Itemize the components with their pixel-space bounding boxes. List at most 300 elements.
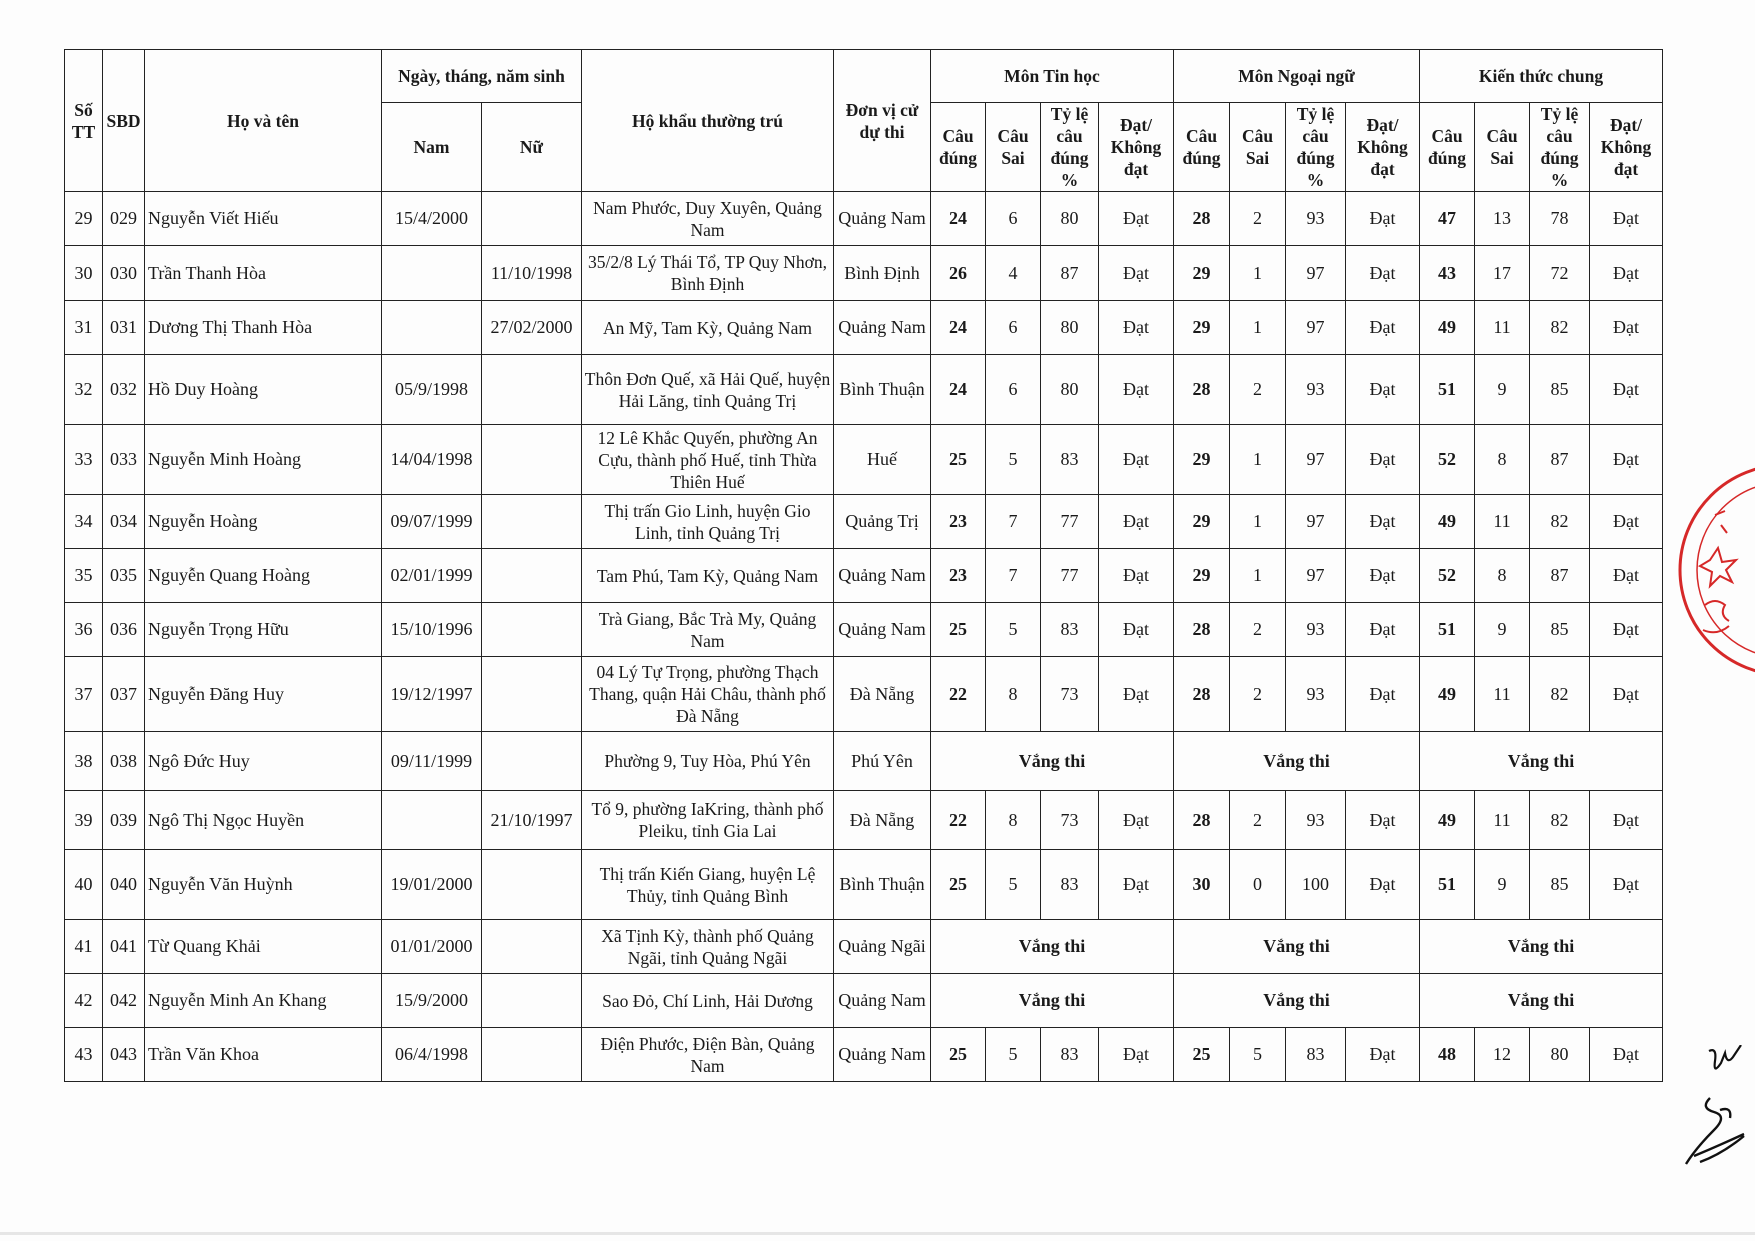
row-unit: Quảng Trị xyxy=(834,495,931,549)
row-lang-pass: Đạt xyxy=(1346,791,1420,850)
row-gen-ratio: 87 xyxy=(1530,425,1590,495)
row-dob-female xyxy=(482,920,582,974)
row-it-correct: 22 xyxy=(931,657,986,732)
header-lang-correct: Câu đúng xyxy=(1174,103,1230,192)
row-gen-correct: 49 xyxy=(1420,791,1475,850)
row-gen-absent: Vắng thi xyxy=(1420,920,1663,974)
row-stt: 35 xyxy=(65,549,103,603)
row-gen-pass: Đạt xyxy=(1590,301,1663,355)
row-dob-female: 21/10/1997 xyxy=(482,791,582,850)
row-lang-absent: Vắng thi xyxy=(1174,974,1420,1028)
table-row xyxy=(65,603,1663,657)
row-it-wrong: 5 xyxy=(986,1028,1041,1082)
row-sbd: 042 xyxy=(103,974,145,1028)
row-it-pass: Đạt xyxy=(1099,791,1174,850)
header-it-ratio: Tỷ lệ câu đúng % xyxy=(1041,103,1099,192)
table-row xyxy=(65,657,1663,732)
row-gen-wrong: 11 xyxy=(1475,791,1530,850)
row-address: Sao Đỏ, Chí Linh, Hải Dương xyxy=(582,974,834,1028)
row-gen-correct: 52 xyxy=(1420,549,1475,603)
row-it-wrong: 7 xyxy=(986,495,1041,549)
row-name: Dương Thị Thanh Hòa xyxy=(145,301,382,355)
row-lang-correct: 28 xyxy=(1174,603,1230,657)
row-it-ratio: 87 xyxy=(1041,246,1099,301)
row-it-pass: Đạt xyxy=(1099,495,1174,549)
row-gen-wrong: 8 xyxy=(1475,549,1530,603)
row-gen-ratio: 82 xyxy=(1530,301,1590,355)
row-name: Nguyễn Viết Hiếu xyxy=(145,192,382,246)
row-lang-wrong: 2 xyxy=(1230,603,1286,657)
row-gen-ratio: 78 xyxy=(1530,192,1590,246)
row-dob-female xyxy=(482,549,582,603)
row-gen-wrong: 11 xyxy=(1475,495,1530,549)
row-unit: Quảng Nam xyxy=(834,301,931,355)
row-it-ratio: 73 xyxy=(1041,657,1099,732)
row-sbd: 029 xyxy=(103,192,145,246)
row-it-pass: Đạt xyxy=(1099,1028,1174,1082)
row-gen-pass: Đạt xyxy=(1590,1028,1663,1082)
row-gen-pass: Đạt xyxy=(1590,603,1663,657)
row-it-correct: 23 xyxy=(931,495,986,549)
header-stt: Số TT xyxy=(65,50,103,192)
row-dob-male xyxy=(382,246,482,301)
row-lang-ratio: 97 xyxy=(1286,425,1346,495)
row-gen-ratio: 82 xyxy=(1530,657,1590,732)
row-gen-pass: Đạt xyxy=(1590,549,1663,603)
row-sbd: 035 xyxy=(103,549,145,603)
row-gen-pass: Đạt xyxy=(1590,355,1663,425)
row-gen-correct: 51 xyxy=(1420,603,1475,657)
row-address: 12 Lê Khắc Quyến, phường An Cựu, thành phố Huế, tỉnh Thừa Thiên Huế xyxy=(582,425,834,495)
row-stt: 43 xyxy=(65,1028,103,1082)
row-name: Trần Thanh Hòa xyxy=(145,246,382,301)
row-name: Nguyễn Đăng Huy xyxy=(145,657,382,732)
row-lang-pass: Đạt xyxy=(1346,246,1420,301)
row-it-wrong: 8 xyxy=(986,791,1041,850)
row-lang-correct: 29 xyxy=(1174,495,1230,549)
row-sbd: 041 xyxy=(103,920,145,974)
row-lang-correct: 28 xyxy=(1174,657,1230,732)
row-lang-ratio: 83 xyxy=(1286,1028,1346,1082)
row-dob-female xyxy=(482,657,582,732)
row-lang-wrong: 1 xyxy=(1230,246,1286,301)
row-gen-wrong: 11 xyxy=(1475,301,1530,355)
row-stt: 39 xyxy=(65,791,103,850)
row-it-ratio: 83 xyxy=(1041,603,1099,657)
row-it-ratio: 73 xyxy=(1041,791,1099,850)
row-name: Nguyễn Văn Huỳnh xyxy=(145,850,382,920)
row-lang-ratio: 93 xyxy=(1286,791,1346,850)
row-stt: 37 xyxy=(65,657,103,732)
row-address: Tam Phú, Tam Kỳ, Quảng Nam xyxy=(582,549,834,603)
header-lang-ratio: Tỷ lệ câu đúng % xyxy=(1286,103,1346,192)
row-it-correct: 25 xyxy=(931,603,986,657)
row-stt: 36 xyxy=(65,603,103,657)
row-gen-ratio: 85 xyxy=(1530,850,1590,920)
table-row xyxy=(65,549,1663,603)
row-gen-ratio: 82 xyxy=(1530,791,1590,850)
row-dob-male: 15/10/1996 xyxy=(382,603,482,657)
row-it-ratio: 80 xyxy=(1041,355,1099,425)
row-name: Hồ Duy Hoàng xyxy=(145,355,382,425)
row-sbd: 043 xyxy=(103,1028,145,1082)
row-it-correct: 25 xyxy=(931,1028,986,1082)
row-it-pass: Đạt xyxy=(1099,657,1174,732)
scan-edge xyxy=(0,1232,1755,1235)
row-it-wrong: 7 xyxy=(986,549,1041,603)
row-it-wrong: 5 xyxy=(986,603,1041,657)
row-lang-wrong: 1 xyxy=(1230,425,1286,495)
row-lang-absent: Vắng thi xyxy=(1174,732,1420,791)
row-dob-female: 11/10/1998 xyxy=(482,246,582,301)
row-gen-correct: 51 xyxy=(1420,355,1475,425)
row-unit: Huế xyxy=(834,425,931,495)
row-lang-absent: Vắng thi xyxy=(1174,920,1420,974)
header-gen-correct: Câu đúng xyxy=(1420,103,1475,192)
row-name: Trần Văn Khoa xyxy=(145,1028,382,1082)
row-sbd: 033 xyxy=(103,425,145,495)
row-lang-ratio: 97 xyxy=(1286,301,1346,355)
row-lang-correct: 25 xyxy=(1174,1028,1230,1082)
header-it-correct: Câu đúng xyxy=(931,103,986,192)
row-stt: 30 xyxy=(65,246,103,301)
row-lang-correct: 28 xyxy=(1174,791,1230,850)
row-name: Nguyễn Minh Hoàng xyxy=(145,425,382,495)
header-dob: Ngày, tháng, năm sinh xyxy=(382,50,582,103)
row-gen-correct: 52 xyxy=(1420,425,1475,495)
row-lang-correct: 29 xyxy=(1174,549,1230,603)
header-male: Nam xyxy=(382,103,482,192)
header-it-wrong: Câu Sai xyxy=(986,103,1041,192)
header-it-pass: Đạt/ Không đạt xyxy=(1099,103,1174,192)
row-lang-ratio: 93 xyxy=(1286,355,1346,425)
header-gen-ratio: Tỷ lệ câu đúng % xyxy=(1530,103,1590,192)
row-gen-correct: 49 xyxy=(1420,657,1475,732)
row-dob-female xyxy=(482,495,582,549)
row-sbd: 038 xyxy=(103,732,145,791)
header-address: Hộ khẩu thường trú xyxy=(582,50,834,192)
row-it-pass: Đạt xyxy=(1099,246,1174,301)
row-it-wrong: 6 xyxy=(986,355,1041,425)
row-name: Ngô Thị Ngọc Huyền xyxy=(145,791,382,850)
row-dob-male: 01/01/2000 xyxy=(382,920,482,974)
row-it-ratio: 80 xyxy=(1041,301,1099,355)
row-gen-wrong: 17 xyxy=(1475,246,1530,301)
table-row xyxy=(65,246,1663,301)
row-address: Điện Phước, Điện Bàn, Quảng Nam xyxy=(582,1028,834,1082)
row-it-pass: Đạt xyxy=(1099,425,1174,495)
red-seal-stamp xyxy=(1665,455,1755,685)
header-name: Họ và tên xyxy=(145,50,382,192)
row-it-pass: Đạt xyxy=(1099,603,1174,657)
row-it-pass: Đạt xyxy=(1099,355,1174,425)
row-it-pass: Đạt xyxy=(1099,192,1174,246)
row-it-correct: 25 xyxy=(931,425,986,495)
row-gen-correct: 51 xyxy=(1420,850,1475,920)
row-lang-ratio: 93 xyxy=(1286,192,1346,246)
table-row xyxy=(65,850,1663,920)
row-sbd: 031 xyxy=(103,301,145,355)
row-address: 04 Lý Tự Trọng, phường Thạch Thang, quận Hải Châu, thành phố Đà Nẵng xyxy=(582,657,834,732)
header-unit: Đơn vị cử dự thi xyxy=(834,50,931,192)
row-lang-ratio: 97 xyxy=(1286,549,1346,603)
row-dob-female xyxy=(482,355,582,425)
row-gen-wrong: 9 xyxy=(1475,603,1530,657)
row-lang-pass: Đạt xyxy=(1346,1028,1420,1082)
row-name: Nguyễn Quang Hoàng xyxy=(145,549,382,603)
row-gen-correct: 49 xyxy=(1420,301,1475,355)
row-address: Nam Phước, Duy Xuyên, Quảng Nam xyxy=(582,192,834,246)
row-unit: Quảng Nam xyxy=(834,549,931,603)
row-it-ratio: 83 xyxy=(1041,425,1099,495)
row-stt: 41 xyxy=(65,920,103,974)
row-it-wrong: 5 xyxy=(986,425,1041,495)
row-gen-absent: Vắng thi xyxy=(1420,974,1663,1028)
row-sbd: 036 xyxy=(103,603,145,657)
table-body xyxy=(65,192,1663,1082)
row-it-ratio: 83 xyxy=(1041,850,1099,920)
row-unit: Đà Nẵng xyxy=(834,657,931,732)
row-address: Xã Tịnh Kỳ, thành phố Quảng Ngãi, tỉnh Quảng Ngãi xyxy=(582,920,834,974)
row-gen-ratio: 87 xyxy=(1530,549,1590,603)
row-dob-female xyxy=(482,1028,582,1082)
row-gen-pass: Đạt xyxy=(1590,791,1663,850)
row-unit: Bình Thuận xyxy=(834,355,931,425)
row-sbd: 037 xyxy=(103,657,145,732)
row-dob-male: 09/11/1999 xyxy=(382,732,482,791)
row-dob-female xyxy=(482,732,582,791)
row-dob-female: 27/02/2000 xyxy=(482,301,582,355)
results-table xyxy=(64,49,1663,1082)
row-lang-ratio: 97 xyxy=(1286,495,1346,549)
row-it-wrong: 6 xyxy=(986,301,1041,355)
row-lang-correct: 29 xyxy=(1174,425,1230,495)
row-lang-pass: Đạt xyxy=(1346,495,1420,549)
table-row xyxy=(65,301,1663,355)
row-sbd: 040 xyxy=(103,850,145,920)
table-row xyxy=(65,355,1663,425)
row-lang-wrong: 1 xyxy=(1230,495,1286,549)
row-dob-female xyxy=(482,974,582,1028)
row-name: Ngô Đức Huy xyxy=(145,732,382,791)
row-gen-ratio: 72 xyxy=(1530,246,1590,301)
row-gen-pass: Đạt xyxy=(1590,192,1663,246)
row-unit: Bình Thuận xyxy=(834,850,931,920)
row-dob-female xyxy=(482,850,582,920)
row-stt: 32 xyxy=(65,355,103,425)
row-dob-female xyxy=(482,192,582,246)
row-lang-correct: 29 xyxy=(1174,301,1230,355)
header-gen: Kiến thức chung xyxy=(1420,50,1663,103)
row-stt: 29 xyxy=(65,192,103,246)
row-it-absent: Vắng thi xyxy=(931,974,1174,1028)
row-sbd: 034 xyxy=(103,495,145,549)
row-gen-pass: Đạt xyxy=(1590,657,1663,732)
row-gen-correct: 43 xyxy=(1420,246,1475,301)
row-lang-wrong: 2 xyxy=(1230,192,1286,246)
row-gen-pass: Đạt xyxy=(1590,425,1663,495)
row-lang-ratio: 93 xyxy=(1286,603,1346,657)
row-dob-male: 06/4/1998 xyxy=(382,1028,482,1082)
table-row xyxy=(65,425,1663,495)
row-it-ratio: 80 xyxy=(1041,192,1099,246)
row-lang-correct: 28 xyxy=(1174,192,1230,246)
row-lang-wrong: 2 xyxy=(1230,657,1286,732)
row-stt: 38 xyxy=(65,732,103,791)
row-lang-wrong: 1 xyxy=(1230,549,1286,603)
row-unit: Quảng Nam xyxy=(834,1028,931,1082)
row-sbd: 030 xyxy=(103,246,145,301)
row-gen-wrong: 13 xyxy=(1475,192,1530,246)
row-unit: Quảng Ngãi xyxy=(834,920,931,974)
row-it-absent: Vắng thi xyxy=(931,732,1174,791)
row-it-correct: 24 xyxy=(931,301,986,355)
row-address: 35/2/8 Lý Thái Tổ, TP Quy Nhơn, Bình Định xyxy=(582,246,834,301)
row-lang-pass: Đạt xyxy=(1346,425,1420,495)
row-sbd: 039 xyxy=(103,791,145,850)
row-lang-pass: Đạt xyxy=(1346,850,1420,920)
row-lang-correct: 28 xyxy=(1174,355,1230,425)
row-address: Thị trấn Kiến Giang, huyện Lệ Thủy, tỉnh Quảng Bình xyxy=(582,850,834,920)
row-lang-wrong: 2 xyxy=(1230,791,1286,850)
row-it-wrong: 6 xyxy=(986,192,1041,246)
row-it-correct: 25 xyxy=(931,850,986,920)
row-lang-pass: Đạt xyxy=(1346,192,1420,246)
row-stt: 34 xyxy=(65,495,103,549)
header-sbd: SBD xyxy=(103,50,145,192)
row-gen-absent: Vắng thi xyxy=(1420,732,1663,791)
row-name: Nguyễn Hoàng xyxy=(145,495,382,549)
row-dob-male: 19/01/2000 xyxy=(382,850,482,920)
table-row xyxy=(65,920,1663,974)
header-gen-wrong: Câu Sai xyxy=(1475,103,1530,192)
table-row xyxy=(65,1028,1663,1082)
row-it-ratio: 77 xyxy=(1041,549,1099,603)
row-dob-male: 14/04/1998 xyxy=(382,425,482,495)
row-lang-pass: Đạt xyxy=(1346,355,1420,425)
table-row xyxy=(65,791,1663,850)
row-dob-female xyxy=(482,425,582,495)
row-gen-ratio: 85 xyxy=(1530,355,1590,425)
row-lang-pass: Đạt xyxy=(1346,603,1420,657)
row-dob-male: 19/12/1997 xyxy=(382,657,482,732)
row-it-correct: 24 xyxy=(931,192,986,246)
row-unit: Quảng Nam xyxy=(834,192,931,246)
row-dob-male xyxy=(382,791,482,850)
row-lang-pass: Đạt xyxy=(1346,301,1420,355)
row-address: Thôn Đơn Quế, xã Hải Quế, huyện Hải Lăng, tỉnh Quảng Trị xyxy=(582,355,834,425)
header-lang-pass: Đạt/ Không đạt xyxy=(1346,103,1420,192)
row-dob-male: 05/9/1998 xyxy=(382,355,482,425)
row-gen-wrong: 9 xyxy=(1475,355,1530,425)
row-it-pass: Đạt xyxy=(1099,301,1174,355)
row-address: Phường 9, Tuy Hòa, Phú Yên xyxy=(582,732,834,791)
row-stt: 33 xyxy=(65,425,103,495)
header-it: Môn Tin học xyxy=(931,50,1174,103)
row-unit: Phú Yên xyxy=(834,732,931,791)
row-unit: Quảng Nam xyxy=(834,974,931,1028)
row-lang-ratio: 100 xyxy=(1286,850,1346,920)
approval-signature xyxy=(1680,1090,1750,1170)
row-unit: Bình Định xyxy=(834,246,931,301)
row-name: Nguyễn Trọng Hữu xyxy=(145,603,382,657)
row-address: Tổ 9, phường IaKring, thành phố Pleiku, tỉnh Gia Lai xyxy=(582,791,834,850)
row-it-correct: 24 xyxy=(931,355,986,425)
row-gen-correct: 47 xyxy=(1420,192,1475,246)
table-row xyxy=(65,732,1663,791)
row-gen-correct: 49 xyxy=(1420,495,1475,549)
row-stt: 31 xyxy=(65,301,103,355)
row-name: Nguyễn Minh An Khang xyxy=(145,974,382,1028)
row-lang-wrong: 2 xyxy=(1230,355,1286,425)
row-dob-female xyxy=(482,603,582,657)
row-dob-male: 09/07/1999 xyxy=(382,495,482,549)
row-unit: Quảng Nam xyxy=(834,603,931,657)
row-dob-male: 15/4/2000 xyxy=(382,192,482,246)
table-row xyxy=(65,495,1663,549)
header-lang: Môn Ngoại ngữ xyxy=(1174,50,1420,103)
row-lang-pass: Đạt xyxy=(1346,657,1420,732)
row-gen-wrong: 8 xyxy=(1475,425,1530,495)
row-it-correct: 22 xyxy=(931,791,986,850)
row-lang-ratio: 97 xyxy=(1286,246,1346,301)
header-lang-wrong: Câu Sai xyxy=(1230,103,1286,192)
row-lang-pass: Đạt xyxy=(1346,549,1420,603)
row-lang-wrong: 5 xyxy=(1230,1028,1286,1082)
row-stt: 42 xyxy=(65,974,103,1028)
header-gen-pass: Đạt/ Không đạt xyxy=(1590,103,1663,192)
row-address: An Mỹ, Tam Kỳ, Quảng Nam xyxy=(582,301,834,355)
row-gen-pass: Đạt xyxy=(1590,495,1663,549)
row-gen-pass: Đạt xyxy=(1590,246,1663,301)
row-address: Trà Giang, Bắc Trà My, Quảng Nam xyxy=(582,603,834,657)
row-it-wrong: 4 xyxy=(986,246,1041,301)
row-it-ratio: 83 xyxy=(1041,1028,1099,1082)
row-gen-correct: 48 xyxy=(1420,1028,1475,1082)
table-row xyxy=(65,192,1663,246)
row-lang-wrong: 0 xyxy=(1230,850,1286,920)
row-address: Thị trấn Gio Linh, huyện Gio Linh, tỉnh Quảng Trị xyxy=(582,495,834,549)
row-unit: Đà Nẵng xyxy=(834,791,931,850)
row-it-pass: Đạt xyxy=(1099,850,1174,920)
row-lang-wrong: 1 xyxy=(1230,301,1286,355)
row-it-ratio: 77 xyxy=(1041,495,1099,549)
row-sbd: 032 xyxy=(103,355,145,425)
initials-signature xyxy=(1705,1045,1747,1083)
row-lang-correct: 29 xyxy=(1174,246,1230,301)
header-female: Nữ xyxy=(482,103,582,192)
row-gen-wrong: 11 xyxy=(1475,657,1530,732)
row-dob-male: 02/01/1999 xyxy=(382,549,482,603)
row-it-absent: Vắng thi xyxy=(931,920,1174,974)
row-gen-ratio: 82 xyxy=(1530,495,1590,549)
row-name: Từ Quang Khải xyxy=(145,920,382,974)
row-lang-ratio: 93 xyxy=(1286,657,1346,732)
row-stt: 40 xyxy=(65,850,103,920)
row-it-wrong: 5 xyxy=(986,850,1041,920)
row-it-pass: Đạt xyxy=(1099,549,1174,603)
row-lang-correct: 30 xyxy=(1174,850,1230,920)
row-it-correct: 23 xyxy=(931,549,986,603)
table-row xyxy=(65,974,1663,1028)
row-gen-ratio: 80 xyxy=(1530,1028,1590,1082)
row-dob-male xyxy=(382,301,482,355)
row-gen-pass: Đạt xyxy=(1590,850,1663,920)
row-gen-ratio: 85 xyxy=(1530,603,1590,657)
row-gen-wrong: 12 xyxy=(1475,1028,1530,1082)
row-gen-wrong: 9 xyxy=(1475,850,1530,920)
row-dob-male: 15/9/2000 xyxy=(382,974,482,1028)
